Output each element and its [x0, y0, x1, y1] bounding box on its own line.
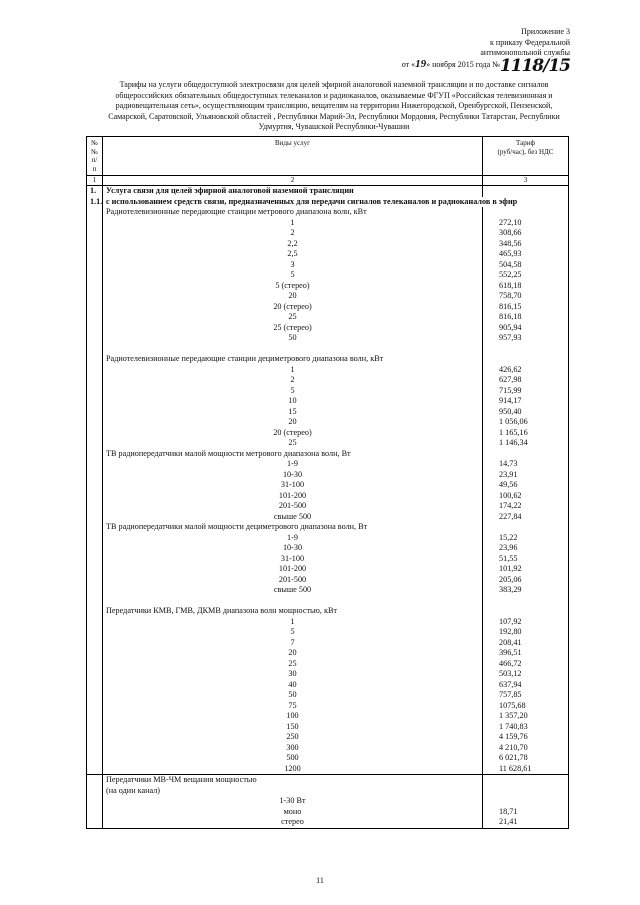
handwritten-day: 19: [415, 57, 427, 70]
tariff-value: 618,18: [483, 281, 569, 292]
power-value: 2,2: [103, 239, 483, 250]
table-row: [87, 585, 569, 596]
tariff-value: 348,56: [483, 239, 569, 250]
appendix-block: [401, 27, 570, 76]
tariff-value: 957,93: [483, 333, 569, 344]
section-title-row: [87, 522, 569, 533]
tariff-value: 51,55: [483, 554, 569, 565]
power-value: 1-9: [103, 459, 483, 470]
table-row: [87, 753, 569, 764]
power-value: 300: [103, 743, 483, 754]
subservice-number: 1.1.: [87, 197, 103, 208]
spacer-row: [87, 596, 569, 607]
power-value: 100: [103, 711, 483, 722]
date-prefix: от «: [401, 59, 416, 69]
table-row: [87, 260, 569, 271]
tariff-value: 174,22: [483, 501, 569, 512]
tariff-value: 14,73: [483, 459, 569, 470]
table-row: [87, 480, 569, 491]
date-mid: » ноября 2015 года №: [426, 59, 500, 69]
table-row: [87, 407, 569, 418]
table-row: [87, 228, 569, 239]
page-number: 11: [316, 876, 324, 885]
tariff-value: 552,25: [483, 270, 569, 281]
section-title-row: [87, 606, 569, 617]
title-line: Удмуртия, Чувашской Республики-Чувашии: [258, 122, 410, 131]
table-row: [87, 323, 569, 334]
section-title: ТВ радиопередатчики малой мощности дециметрового диапазона волн, Вт: [103, 522, 483, 533]
header-col-tariff: Тариф (руб/час), без НДС: [483, 137, 569, 176]
power-value: 10-30: [103, 543, 483, 554]
power-value: 101-200: [103, 491, 483, 502]
tariff-value: 49,56: [483, 480, 569, 491]
tariff-value: 227,84: [483, 512, 569, 523]
table-row: [87, 375, 569, 386]
tariff-value: 11 628,61: [483, 764, 569, 775]
power-value: 2: [103, 228, 483, 239]
table-row: [87, 470, 569, 481]
power-value: 7: [103, 638, 483, 649]
section-title-row: [87, 449, 569, 460]
power-value: 20: [103, 648, 483, 659]
tariff-value: 914,17: [483, 396, 569, 407]
tariff-value: 15,22: [483, 533, 569, 544]
table-row: [87, 417, 569, 428]
tariff-value: 503,12: [483, 669, 569, 680]
power-value: 20: [103, 291, 483, 302]
tariff-table: [86, 136, 569, 829]
power-value: 3: [103, 260, 483, 271]
tariff-value: 4 159,76: [483, 732, 569, 743]
column-number-2: 2: [103, 176, 483, 186]
table-row: [87, 302, 569, 313]
tariff-value: 4 210,70: [483, 743, 569, 754]
table-row: [87, 817, 569, 828]
service-row: [87, 186, 569, 197]
power-value: 1-9: [103, 533, 483, 544]
power-value: 50: [103, 333, 483, 344]
table-row: [87, 659, 569, 670]
table-row: [87, 386, 569, 397]
tariff-value: 816,15: [483, 302, 569, 313]
appendix-line-3: антимонопольной службы: [480, 48, 570, 58]
table-row: [87, 743, 569, 754]
table-row: [87, 638, 569, 649]
appendix-line-2: к приказу Федеральной: [490, 37, 570, 47]
section-title: ТВ радиопередатчики малой мощности метрового диапазона волн, Вт: [103, 449, 483, 460]
header-col-services: Виды услуг: [103, 137, 483, 176]
title-line: Самарской, Саратовской, Ульяновской областей , Республики Марий-Эл, Республики Мордовия, Республики Татарстан, Республики: [108, 111, 560, 121]
tariff-value: 272,10: [483, 218, 569, 229]
document-title: [104, 80, 564, 133]
tariff-value: 208,41: [483, 638, 569, 649]
table-row: [87, 627, 569, 638]
power-value: 20 (стерео): [103, 302, 483, 313]
power-value: 1: [103, 218, 483, 229]
power-value: 5: [103, 270, 483, 281]
power-value: 31-100: [103, 554, 483, 565]
power-value: 5 (стерео): [103, 281, 483, 292]
column-numbers-row: [87, 176, 569, 186]
table-row: [87, 680, 569, 691]
table-row: [87, 732, 569, 743]
table-row: [87, 648, 569, 659]
section-subtitle: (на один канал): [103, 786, 483, 797]
table-row: [87, 543, 569, 554]
tariff-value: 758,70: [483, 291, 569, 302]
table-row: [87, 554, 569, 565]
section-title-row: [87, 207, 569, 218]
tariff-value: 1 740,83: [483, 722, 569, 733]
tariff-value: 396,51: [483, 648, 569, 659]
power-value: 500: [103, 753, 483, 764]
tariff-value: 107,92: [483, 617, 569, 628]
table-row: [87, 564, 569, 575]
power-value: 1: [103, 365, 483, 376]
table-row: [87, 669, 569, 680]
handwritten-order-number: 1118/15: [499, 55, 570, 76]
section-title: Передатчики КМВ, ГМВ, ДКМВ диапазона волн мощностью, кВт: [103, 606, 483, 617]
table-row: [87, 365, 569, 376]
tariff-value: 1075,68: [483, 701, 569, 712]
tariff-value: 308,66: [483, 228, 569, 239]
service-label: Услуга связи для целей эфирной аналоговой наземной трансляции: [103, 186, 483, 197]
power-value: 2,5: [103, 249, 483, 260]
power-value: 150: [103, 722, 483, 733]
table-row: [87, 281, 569, 292]
mode-value: моно: [103, 807, 483, 818]
table-row: [87, 239, 569, 250]
power-value: 25: [103, 438, 483, 449]
table-row: [87, 459, 569, 470]
tariff-value: 466,72: [483, 659, 569, 670]
tariff-value: 426,62: [483, 365, 569, 376]
column-number-3: 3: [483, 176, 569, 186]
power-value: 25: [103, 312, 483, 323]
tariff-value: 23,96: [483, 543, 569, 554]
power-range: 1-30 Вт: [103, 796, 483, 807]
spacer-row: [87, 344, 569, 355]
table-row: [87, 690, 569, 701]
tariff-value: 637,94: [483, 680, 569, 691]
power-value: 20 (стерео): [103, 428, 483, 439]
table-row: [87, 807, 569, 818]
table-row: [87, 438, 569, 449]
title-line: Тарифы на услуги общедоступной электросвязи для целей эфирной аналоговой наземной трансляции и по доставке сигналов: [119, 80, 549, 89]
power-value: 1200: [103, 764, 483, 775]
table-row: [87, 249, 569, 260]
tariff-value: 192,80: [483, 627, 569, 638]
table-row: [87, 396, 569, 407]
table-row: [87, 575, 569, 586]
tariff-value: 18,71: [483, 807, 569, 818]
power-value: 201-500: [103, 501, 483, 512]
tariff-value: 1 146,34: [483, 438, 569, 449]
tariff-value: 465,93: [483, 249, 569, 260]
power-value: 250: [103, 732, 483, 743]
subservice-row: [87, 197, 569, 208]
subservice-label: с использованием средств связи, предназначенных для передачи сигналов телеканалов и радиоканалов в эфир: [103, 197, 569, 208]
tariff-value: 205,06: [483, 575, 569, 586]
table-row: [87, 291, 569, 302]
power-value: 50: [103, 690, 483, 701]
tariff-value: 627,98: [483, 375, 569, 386]
table-row: [87, 501, 569, 512]
power-value: 30: [103, 669, 483, 680]
power-value: 31-100: [103, 480, 483, 491]
title-line: общероссийских обязательных общедоступных телеканалов и радиоканалов, оказываемые ФГУП «Российская телевизионная и: [115, 90, 553, 100]
power-value: 5: [103, 627, 483, 638]
table-row: [87, 711, 569, 722]
appendix-date-line: [401, 55, 570, 76]
power-value: 10-30: [103, 470, 483, 481]
table-row: [87, 428, 569, 439]
table-row: [87, 312, 569, 323]
tariff-value: 504,58: [483, 260, 569, 271]
table-row: [87, 617, 569, 628]
table-header-row: [87, 137, 569, 176]
range-row: [87, 796, 569, 807]
table-row: [87, 764, 569, 775]
tariff-value: 101,92: [483, 564, 569, 575]
tariff-value: 905,94: [483, 323, 569, 334]
tariff-value: 950,40: [483, 407, 569, 418]
power-value: 75: [103, 701, 483, 712]
section-title-row: [87, 354, 569, 365]
section-title: Радиотелевизионные передающие станции дециметрового диапазона волн, кВт: [103, 354, 483, 365]
tariff-value: 6 021,78: [483, 753, 569, 764]
power-value: 15: [103, 407, 483, 418]
table-row: [87, 512, 569, 523]
service-number: 1.: [87, 186, 103, 197]
header-col-number: №№ п/п: [87, 137, 103, 176]
power-value: 101-200: [103, 564, 483, 575]
power-value: 25: [103, 659, 483, 670]
tariff-value: 1 056,06: [483, 417, 569, 428]
tariff-value: 21,41: [483, 817, 569, 828]
table-row: [87, 533, 569, 544]
power-value: 25 (стерео): [103, 323, 483, 334]
tariff-value: 383,29: [483, 585, 569, 596]
tariff-value: 715,99: [483, 386, 569, 397]
power-value: 5: [103, 386, 483, 397]
column-number-1: 1: [87, 176, 103, 186]
table-row: [87, 333, 569, 344]
power-value: 20: [103, 417, 483, 428]
table-row: [87, 722, 569, 733]
tariff-value: 757,85: [483, 690, 569, 701]
appendix-line-1: Приложение 3: [521, 27, 570, 36]
tariff-value: 100,62: [483, 491, 569, 502]
table-row: [87, 701, 569, 712]
power-value: свыше 500: [103, 585, 483, 596]
section-title: Радиотелевизионные передающие станции метрового диапазона волн, кВт: [103, 207, 483, 218]
title-line: радиовещательная сеть», осуществляющим трансляцию, вещателям на территории Нижегородской, Оренбургской, Пензенской,: [115, 101, 553, 110]
power-value: свыше 500: [103, 512, 483, 523]
mode-value: стерео: [103, 817, 483, 828]
tariff-value: 23,91: [483, 470, 569, 481]
table-row: [87, 218, 569, 229]
power-value: 10: [103, 396, 483, 407]
power-value: 1: [103, 617, 483, 628]
section-subtitle-row: [87, 786, 569, 797]
power-value: 2: [103, 375, 483, 386]
tariff-value: 816,18: [483, 312, 569, 323]
table-row: [87, 270, 569, 281]
tariff-value: 1 357,20: [483, 711, 569, 722]
power-value: 40: [103, 680, 483, 691]
table-row: [87, 491, 569, 502]
section-title: Передатчики МВ-ЧМ вещания мощностью: [103, 775, 483, 786]
section-title-row: [87, 775, 569, 786]
tariff-value: 1 165,16: [483, 428, 569, 439]
power-value: 201-500: [103, 575, 483, 586]
